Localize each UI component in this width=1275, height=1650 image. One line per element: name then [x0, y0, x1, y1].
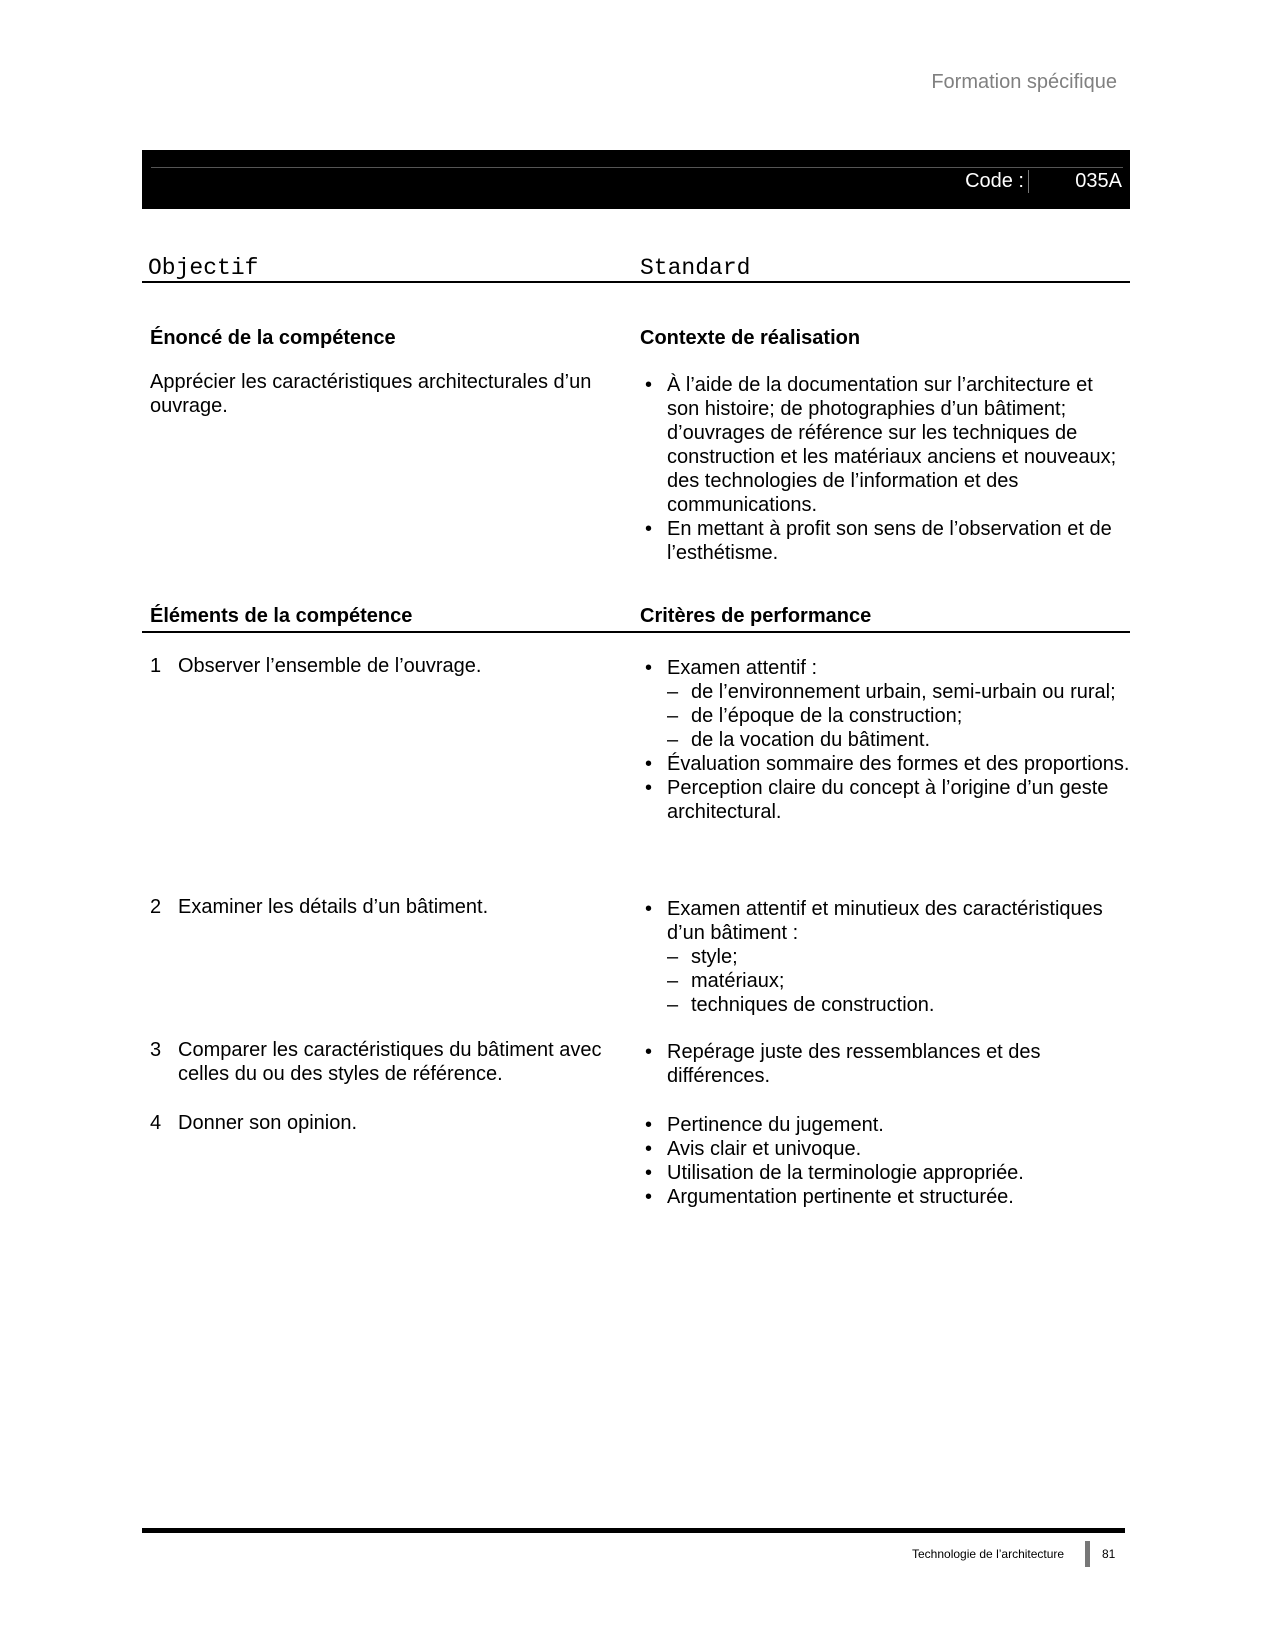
list-item: • Utilisation de la terminologie appropriée. [645, 1162, 1024, 1184]
list-item: • Repérage juste des ressemblances et des différences. [645, 1041, 1041, 1087]
element-3: 3 Comparer les caractéristiques du bâtiment avec celles du ou des styles de référence. [150, 1039, 602, 1085]
competence-title: Énoncé de la compétence [150, 327, 396, 349]
sub-item: – matériaux; [667, 970, 785, 992]
criteria-group-1 [645, 656, 1130, 824]
criteria-title: Critères de performance [640, 605, 872, 627]
sub-item: – de la vocation du bâtiment. [667, 729, 931, 751]
list-item: • Évaluation sommaire des formes et des proportions. [645, 753, 1130, 775]
footer-title: Technologie de l’architecture [912, 1547, 1065, 1561]
list-item: • Avis clair et univoque. [645, 1138, 862, 1160]
criteria-group-2 [645, 897, 1130, 1017]
code-label: Code : [965, 170, 1029, 193]
element-2: 2 Examiner les détails d’un bâtiment. [150, 896, 489, 918]
competence-statement: Apprécier les caractéristiques architecturales d’un ouvrage. [150, 371, 592, 417]
column-heading-objectif: Objectif [148, 255, 259, 281]
code-bar-rule [151, 167, 1123, 168]
list-item: • Argumentation pertinente et structurée. [645, 1186, 1014, 1208]
criteria-group-3 [645, 1040, 1130, 1088]
list-item: • Perception claire du concept à l’origine d’un geste architectural. [645, 777, 1109, 823]
sub-item: – de l’environnement urbain, semi-urbain ou rural; [667, 681, 1116, 703]
element-1: 1 Observer l’ensemble de l’ouvrage. [150, 655, 482, 677]
context-title: Contexte de réalisation [640, 327, 861, 349]
code-bar [142, 150, 1130, 209]
list-item: • Examen attentif et minutieux des caractéristiques d’un bâtiment : [645, 898, 1103, 944]
footer-rule [142, 1528, 1125, 1533]
sub-item: – de l’époque de la construction; [667, 705, 963, 727]
criteria-group-4 [645, 1113, 1130, 1209]
page-number: 81 [1102, 1547, 1116, 1561]
elements-title: Éléments de la compétence [150, 605, 413, 627]
context-list [645, 373, 1130, 565]
element-4: 4 Donner son opinion. [150, 1112, 358, 1134]
running-head: Formation spécifique [931, 71, 1117, 93]
section-rule [142, 631, 1130, 633]
column-heading-standard: Standard [640, 255, 751, 281]
sub-item: – style; [667, 946, 738, 968]
list-item: • Pertinence du jugement. [645, 1114, 884, 1136]
sub-item: – techniques de construction. [667, 994, 935, 1016]
code-value: 035A [1075, 170, 1122, 192]
heading-rule [142, 281, 1130, 283]
list-item: • À l’aide de la documentation sur l’architecture et son histoire; de photographies d’un bâtiment; d’ouvrages de référence sur les techniques de construction et les matériaux anciens et nouveaux; des technologies de l’information et des communications. [645, 374, 1117, 516]
list-item: • Examen attentif : [645, 657, 818, 679]
list-item: • En mettant à profit son sens de l’observation et de l’esthétisme. [645, 518, 1112, 564]
footer-separator [1085, 1541, 1090, 1567]
